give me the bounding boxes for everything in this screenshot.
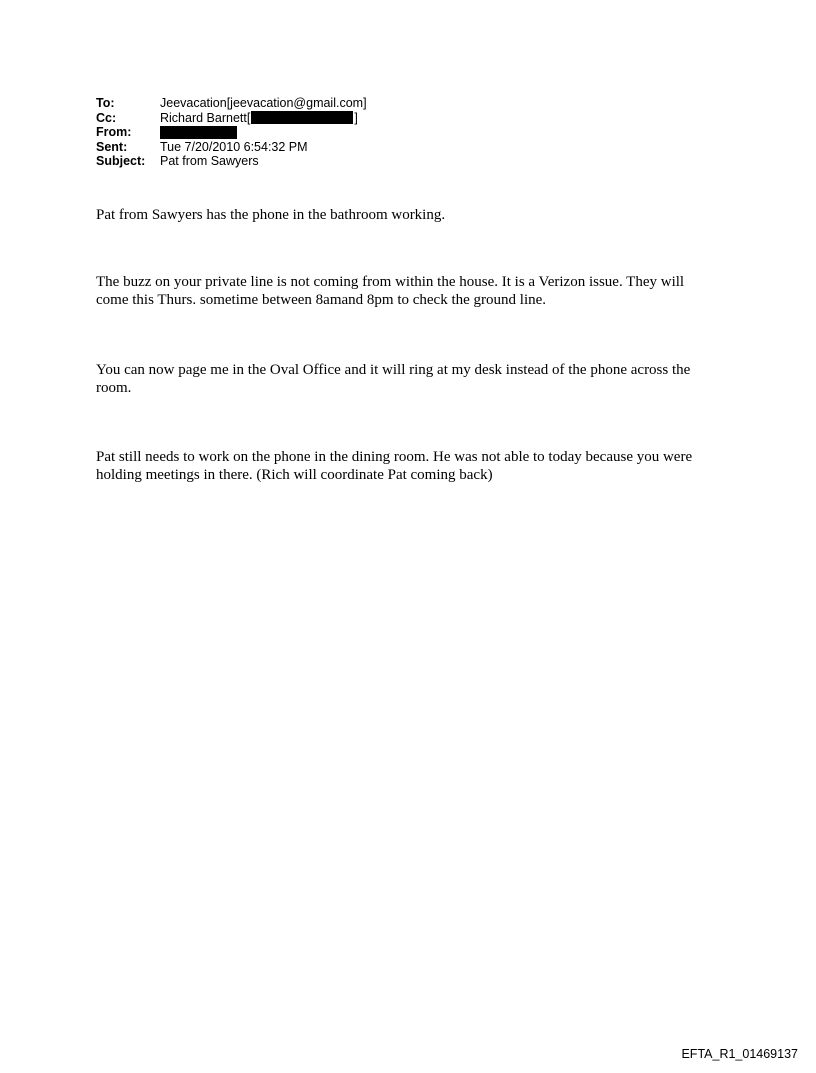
cc-value-wrap — [160, 111, 358, 126]
to-label: To: — [96, 96, 115, 110]
cc-row — [96, 111, 716, 126]
from-value-wrap — [160, 126, 237, 139]
cc-close-bracket: ] — [354, 110, 358, 125]
redaction-box — [251, 111, 353, 124]
cc-label: Cc: — [96, 110, 117, 125]
from-row — [96, 125, 716, 140]
sent-row — [96, 140, 716, 155]
paragraph-text: Pat from Sawyers has the phone in the bathroom working. — [96, 207, 446, 223]
from-label: From: — [96, 125, 132, 139]
document-id: EFTA_R1_01469137 — [681, 1047, 798, 1061]
paragraph-text: The buzz on your private line is not coming from within the house. It is a Verizon issue. They will come this Thurs. sometime between 8amand 8pm to check the ground line. — [96, 274, 685, 308]
body-paragraph-3 — [96, 362, 716, 397]
body-paragraph-4 — [96, 449, 716, 484]
subject-label: Subject: — [96, 154, 146, 168]
redaction-box — [160, 126, 237, 139]
subject-row — [96, 154, 716, 169]
subject-value: Pat from Sawyers — [160, 154, 259, 168]
body-paragraph-1 — [96, 207, 716, 225]
paragraph-text: You can now page me in the Oval Office and it will ring at my desk instead of the phone across the room. — [96, 362, 691, 396]
email-header — [96, 96, 716, 169]
body-paragraph-2 — [96, 274, 716, 309]
paragraph-text: Pat still needs to work on the phone in the dining room. He was not able to today because you were holding meetings in there. (Rich will coordinate Pat coming back) — [96, 449, 693, 483]
sent-value: Tue 7/20/2010 6:54:32 PM — [160, 139, 308, 154]
cc-value: Richard Barnett[ — [160, 110, 251, 125]
sent-label: Sent: — [96, 139, 128, 154]
to-row — [96, 96, 716, 111]
to-value: Jeevacation[jeevacation@gmail.com] — [160, 96, 367, 110]
